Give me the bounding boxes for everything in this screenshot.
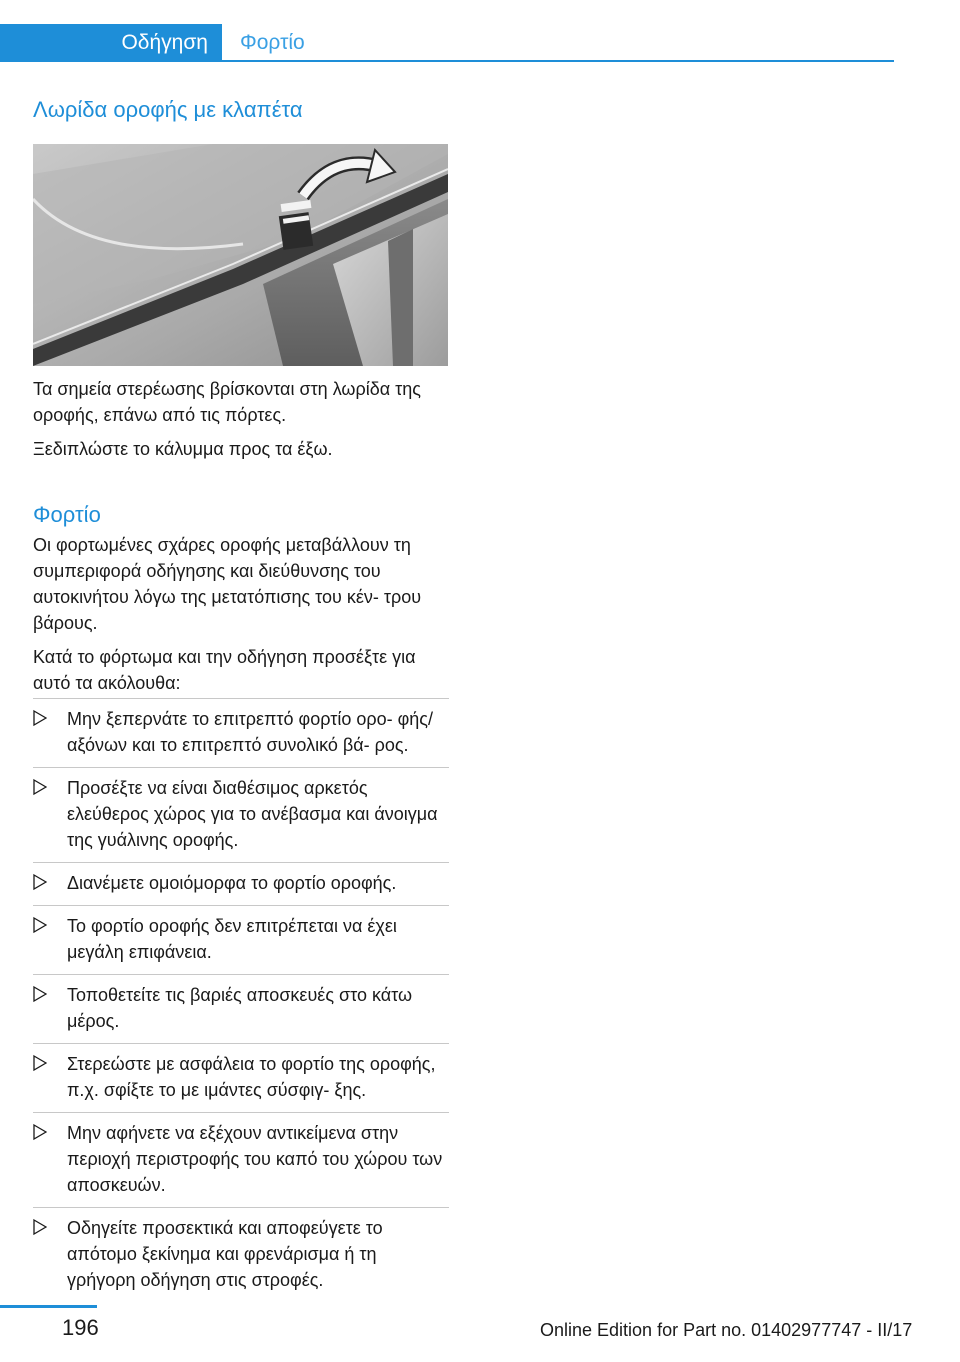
triangle-bullet-icon bbox=[33, 985, 47, 1003]
triangle-bullet-icon bbox=[33, 778, 47, 796]
list-item-text: Το φορτίο οροφής δεν επιτρέπεται να έχει μεγάλη επιφάνεια. bbox=[67, 916, 397, 962]
section-title-roof-strip: Λωρίδα οροφής με κλαπέτα bbox=[33, 97, 303, 122]
section-title-load: Φορτίο bbox=[33, 502, 101, 527]
list-item-text: Προσέξτε να είναι διαθέσιμος αρκετός ελεύθερος χώρος για το ανέβασμα και άνοιγμα της γυάλινης οροφής. bbox=[67, 778, 438, 850]
triangle-bullet-icon bbox=[33, 709, 47, 727]
list-item-text: Μην ξεπερνάτε το επιτρεπτό φορτίο ορο‐ φής/αξόνων και το επιτρεπτό συνολικό βά‐ ρος. bbox=[67, 709, 433, 755]
footer-rule bbox=[0, 1305, 97, 1308]
triangle-bullet-icon bbox=[33, 1054, 47, 1072]
list-item bbox=[33, 862, 449, 905]
list-item bbox=[33, 1112, 449, 1207]
list-item bbox=[33, 974, 449, 1043]
list-item-text: Στερεώστε με ασφάλεια το φορτίο της οροφής, π.χ. σφίξτε το με ιμάντες σύσφιγ‐ ξης. bbox=[67, 1054, 436, 1100]
list-item-text: Οδηγείτε προσεκτικά και αποφεύγετε το απότομο ξεκίνημα και φρενάρισμα ή τη γρήγορη οδήγηση στις στροφές. bbox=[67, 1218, 383, 1290]
list-item bbox=[33, 905, 449, 974]
page-content bbox=[33, 95, 449, 1302]
roof-strip-illustration bbox=[33, 144, 448, 366]
paragraph-fixing-points: Τα σημεία στερέωσης βρίσκονται στη λωρίδα της οροφής, επάνω από τις πόρτες. bbox=[33, 379, 421, 425]
list-item bbox=[33, 1043, 449, 1112]
header-rule bbox=[222, 60, 894, 62]
list-item bbox=[33, 1207, 449, 1302]
list-item bbox=[33, 767, 449, 862]
paragraph-unfold-cover: Ξεδιπλώστε το κάλυμμα προς τα έξω. bbox=[33, 439, 333, 459]
header-chapter-tab: Οδήγηση bbox=[0, 24, 222, 62]
list-item bbox=[33, 698, 449, 767]
triangle-bullet-icon bbox=[33, 1218, 47, 1236]
list-item-text: Τοποθετείτε τις βαριές αποσκευές στο κάτω μέρος. bbox=[67, 985, 413, 1031]
header-section-tab: Φορτίο bbox=[240, 31, 305, 54]
page-number: 196 bbox=[62, 1315, 99, 1340]
triangle-bullet-icon bbox=[33, 873, 47, 891]
triangle-bullet-icon bbox=[33, 916, 47, 934]
list-item-text: Διανέμετε ομοιόμορφα το φορτίο οροφής. bbox=[67, 873, 397, 893]
paragraph-load-intro: Οι φορτωμένες σχάρες οροφής μεταβάλλουν τη συμπεριφορά οδήγησης και διεύθυνσης του αυτοκινήτου λόγω της μετατόπισης του κέν‐ τρου βάρους. bbox=[33, 535, 422, 633]
paragraph-load-note: Κατά το φόρτωμα και την οδήγηση προσέξτε για αυτό τα ακόλουθα: bbox=[33, 647, 416, 693]
page-header bbox=[0, 0, 960, 62]
triangle-bullet-icon bbox=[33, 1123, 47, 1141]
edition-footer: Online Edition for Part no. 01402977747 - II/17 bbox=[540, 1320, 913, 1340]
load-guidelines-list bbox=[33, 698, 449, 1302]
list-item-text: Μην αφήνετε να εξέχουν αντικείμενα στην περιοχή περιστροφής του καπό του χώρου των αποσκευών. bbox=[67, 1123, 443, 1195]
